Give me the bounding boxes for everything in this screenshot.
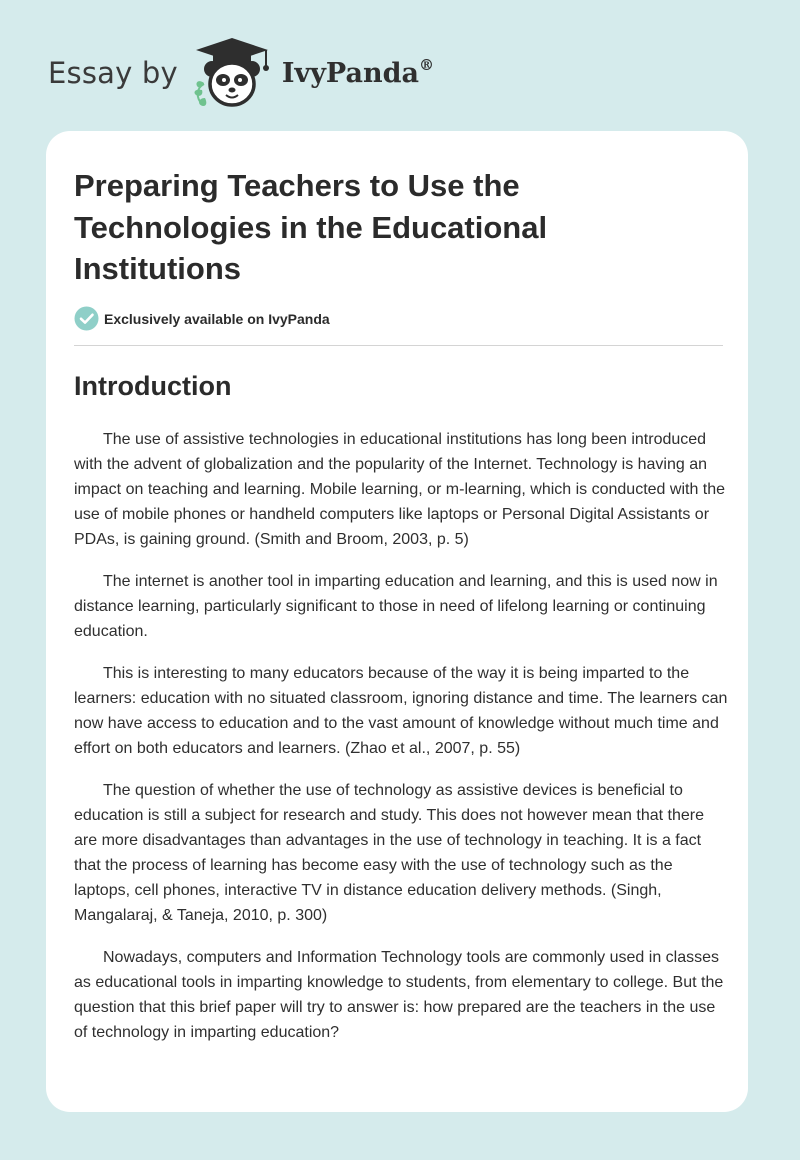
paragraph: Nowadays, computers and Information Technology tools are commonly used in classes as educational tools in imparting knowledge to students, from elementary to college. But the question that this brief paper will try to answer is: how prepared are the teachers in the use of technology in imparting education?: [74, 949, 724, 1041]
panda-logo-icon[interactable]: [186, 36, 278, 112]
essay-card: [46, 131, 748, 1112]
site-header: [48, 34, 434, 114]
divider: [74, 345, 723, 346]
brand-name[interactable]: IvyPanda®: [281, 55, 434, 89]
essay-title: Preparing Teachers to Use the Technologies in the Educational Institutions: [74, 168, 548, 286]
check-circle-icon: [74, 306, 99, 331]
essay-by-label: Essay by: [48, 56, 178, 90]
paragraph: This is interesting to many educators because of the way it is being imparted to the learners: education with no situated classroom, ignoring distance and time. The learners can now have access to education and to the vast amount of knowledge without much time and effort on both educators and learners. (Zhao et al., 2007, p. 55): [74, 665, 728, 757]
trademark-symbol: ®: [418, 55, 434, 74]
exclusive-badge: [74, 306, 330, 331]
paragraph: The question of whether the use of technology as assistive devices is beneficial to education is still a subject for research and study. This does not however mean that there are more disadvantages than advantages in the use of technology in teaching. It is a fact that the process of learning has become easy with the use of technology such as the laptops, cell phones, interactive TV in distance education delivery methods. (Singh, Mangalaraj, & Taneja, 2010, p. 300): [74, 782, 704, 924]
paragraph: The use of assistive technologies in educational institutions has long been introduced with the advent of globalization and the popularity of the Internet. Technology is having an impact on teaching and learning. Mobile learning, or m-learning, which is conducted with the use of mobile phones or handheld computers like laptops or Personal Digital Assistants or PDAs, is gaining ground. (Smith and Broom, 2003, p. 5): [74, 431, 726, 548]
exclusive-badge-text: Exclusively available on IvyPanda: [104, 310, 330, 327]
paragraph: The internet is another tool in imparting education and learning, and this is used now in distance learning, particularly significant to those in need of lifelong learning or continuing education.: [74, 573, 718, 640]
section-heading: Introduction: [74, 371, 232, 401]
essay-body: [74, 427, 728, 1062]
